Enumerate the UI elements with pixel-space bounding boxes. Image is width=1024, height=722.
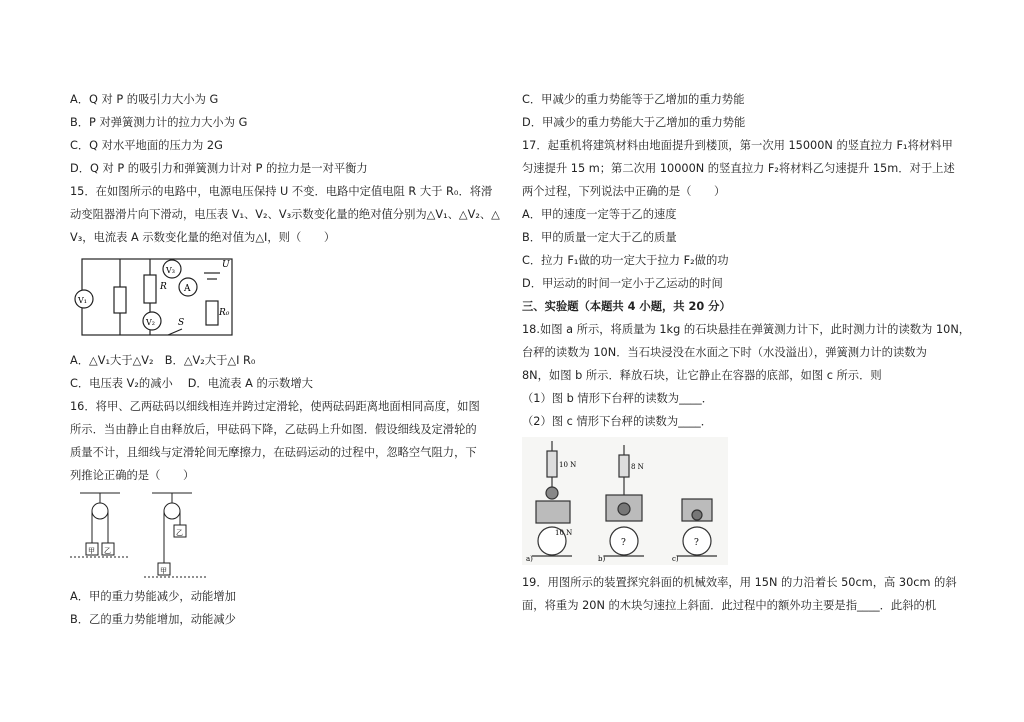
q17-line-3: 两个过程，下列说法中正确的是（ ） [522, 185, 726, 198]
pulley-label-1: 甲 [88, 547, 95, 555]
q16-option-b: B．乙的重力势能增加，动能减少 [70, 613, 236, 626]
q18-blank-2: （2）图 c 情形下台秤的读数为____． [522, 415, 713, 428]
q15-line-3: V₃，电流表 A 示数变化量的绝对值为△I，则（ ） [70, 231, 336, 244]
scale-label-2: 8 N [631, 463, 644, 471]
q16-line-2: 所示．当由静止自由释放后，甲砝码下降，乙砝码上升如图．假设细线及定滑轮的 [70, 423, 477, 436]
right-column [522, 88, 971, 617]
scale-label-8: c) [672, 555, 679, 563]
q15-option-cd: C．电压表 V₂的减小 D．电流表 A 的示数增大 [70, 377, 313, 390]
left-column [70, 88, 510, 631]
scale-label-6: a) [526, 555, 533, 563]
label-r: R [160, 282, 167, 292]
q15-option-ab: A．△V₁大于△V₂ B．△V₂大于△I R₀ [70, 354, 256, 367]
scale-label-3: 10 N [555, 529, 573, 537]
label-v1: V₁ [78, 296, 87, 305]
q14-option-c: C．Q 对水平地面的压力为 2G [70, 139, 223, 152]
q16-option-c: C．甲减少的重力势能等于乙增加的重力势能 [522, 93, 745, 106]
q19-line-1: 19．用图所示的装置探究斜面的机械效率，用 15N 的力沿着长 50cm，高 30cm 的斜 [522, 576, 957, 589]
q14-option-d: D．Q 对 P 的吸引力和弹簧测力计对 P 的拉力是一对平衡力 [70, 162, 368, 175]
scale-diagram [522, 437, 728, 565]
q16-option-a: A．甲的重力势能减少，动能增加 [70, 590, 236, 603]
q17-option-a: A．甲的速度一定等于乙的速度 [522, 208, 677, 221]
circuit-diagram [70, 253, 240, 345]
q16-line-4: 列推论正确的是（ ） [70, 469, 195, 482]
q14-option-b: B．P 对弹簧测力计的拉力大小为 G [70, 116, 248, 129]
q18-blank-1: （1）图 b 情形下台秤的读数为____． [522, 392, 713, 405]
q14-option-a: A．Q 对 P 的吸引力大小为 G [70, 93, 219, 106]
q17-option-d: D．甲运动的时间一定小于乙运动的时间 [522, 277, 723, 290]
q17-line-2: 匀速提升 15 m；第二次用 10000N 的竖直拉力 F₂将材料乙匀速提升 15m．对于上述 [522, 162, 955, 175]
pulley-label-2: 乙 [104, 547, 111, 555]
section-heading: 三、实验题（本题共 4 小题，共 20 分） [522, 300, 731, 313]
label-a: A [184, 284, 191, 294]
label-v3: V₃ [166, 266, 175, 275]
scale-label-5: ? [694, 538, 699, 548]
q18-line-2: 台秤的读数为 10N．当石块浸没在水面之下时（水没溢出），弹簧测力计的读数为 [522, 346, 927, 359]
label-r0: R₀ [219, 308, 230, 318]
label-u: U [222, 260, 230, 270]
pulley-label-3: 乙 [176, 529, 183, 537]
q18-line-3: 8N，如图 b 所示．释放石块，让它静止在容器的底部，如图 c 所示．则 [522, 369, 882, 382]
pulley-label-4: 甲 [160, 567, 167, 575]
q17-option-c: C．拉力 F₁做的功一定大于拉力 F₂做的功 [522, 254, 729, 267]
q19-line-2: 面，将重为 20N 的木块匀速拉上斜面．此过程中的额外功主要是指____．此斜的机 [522, 599, 937, 612]
q16-line-3: 质量不计，且细线与定滑轮间无摩擦力，在砝码运动的过程中，忽略空气阻力，下 [70, 446, 477, 459]
q18-line-1: 18.如图 a 所示，将质量为 1kg 的石块悬挂在弹簧测力计下，此时测力计的读数为 10N， [522, 323, 971, 336]
q15-line-1: 15．在如图所示的电路中，电源电压保持 U 不变．电路中定值电阻 R 大于 R₀．将滑 [70, 185, 493, 198]
label-s: S [178, 318, 185, 328]
q17-option-b: B．甲的质量一定大于乙的质量 [522, 231, 677, 244]
q16-option-d: D．甲减少的重力势能大于乙增加的重力势能 [522, 116, 746, 129]
scale-label-1: 10 N [559, 461, 577, 469]
q16-line-1: 16．将甲、乙两砝码以细线相连并跨过定滑轮，使两砝码距离地面相同高度，如图 [70, 400, 480, 413]
scale-label-4: ? [621, 538, 626, 548]
scale-label-7: b) [598, 555, 606, 563]
q15-line-2: 动变阻器滑片向下滑动，电压表 V₁、V₂、V₃示数变化量的绝对值分别为△V₁、△V₂、△ [70, 208, 500, 221]
label-v2: V₂ [146, 318, 155, 327]
pulley-diagram [70, 489, 210, 581]
q17-line-1: 17．起重机将建筑材料由地面提升到楼顶，第一次用 15000N 的竖直拉力 F₁将材料甲 [522, 139, 953, 152]
